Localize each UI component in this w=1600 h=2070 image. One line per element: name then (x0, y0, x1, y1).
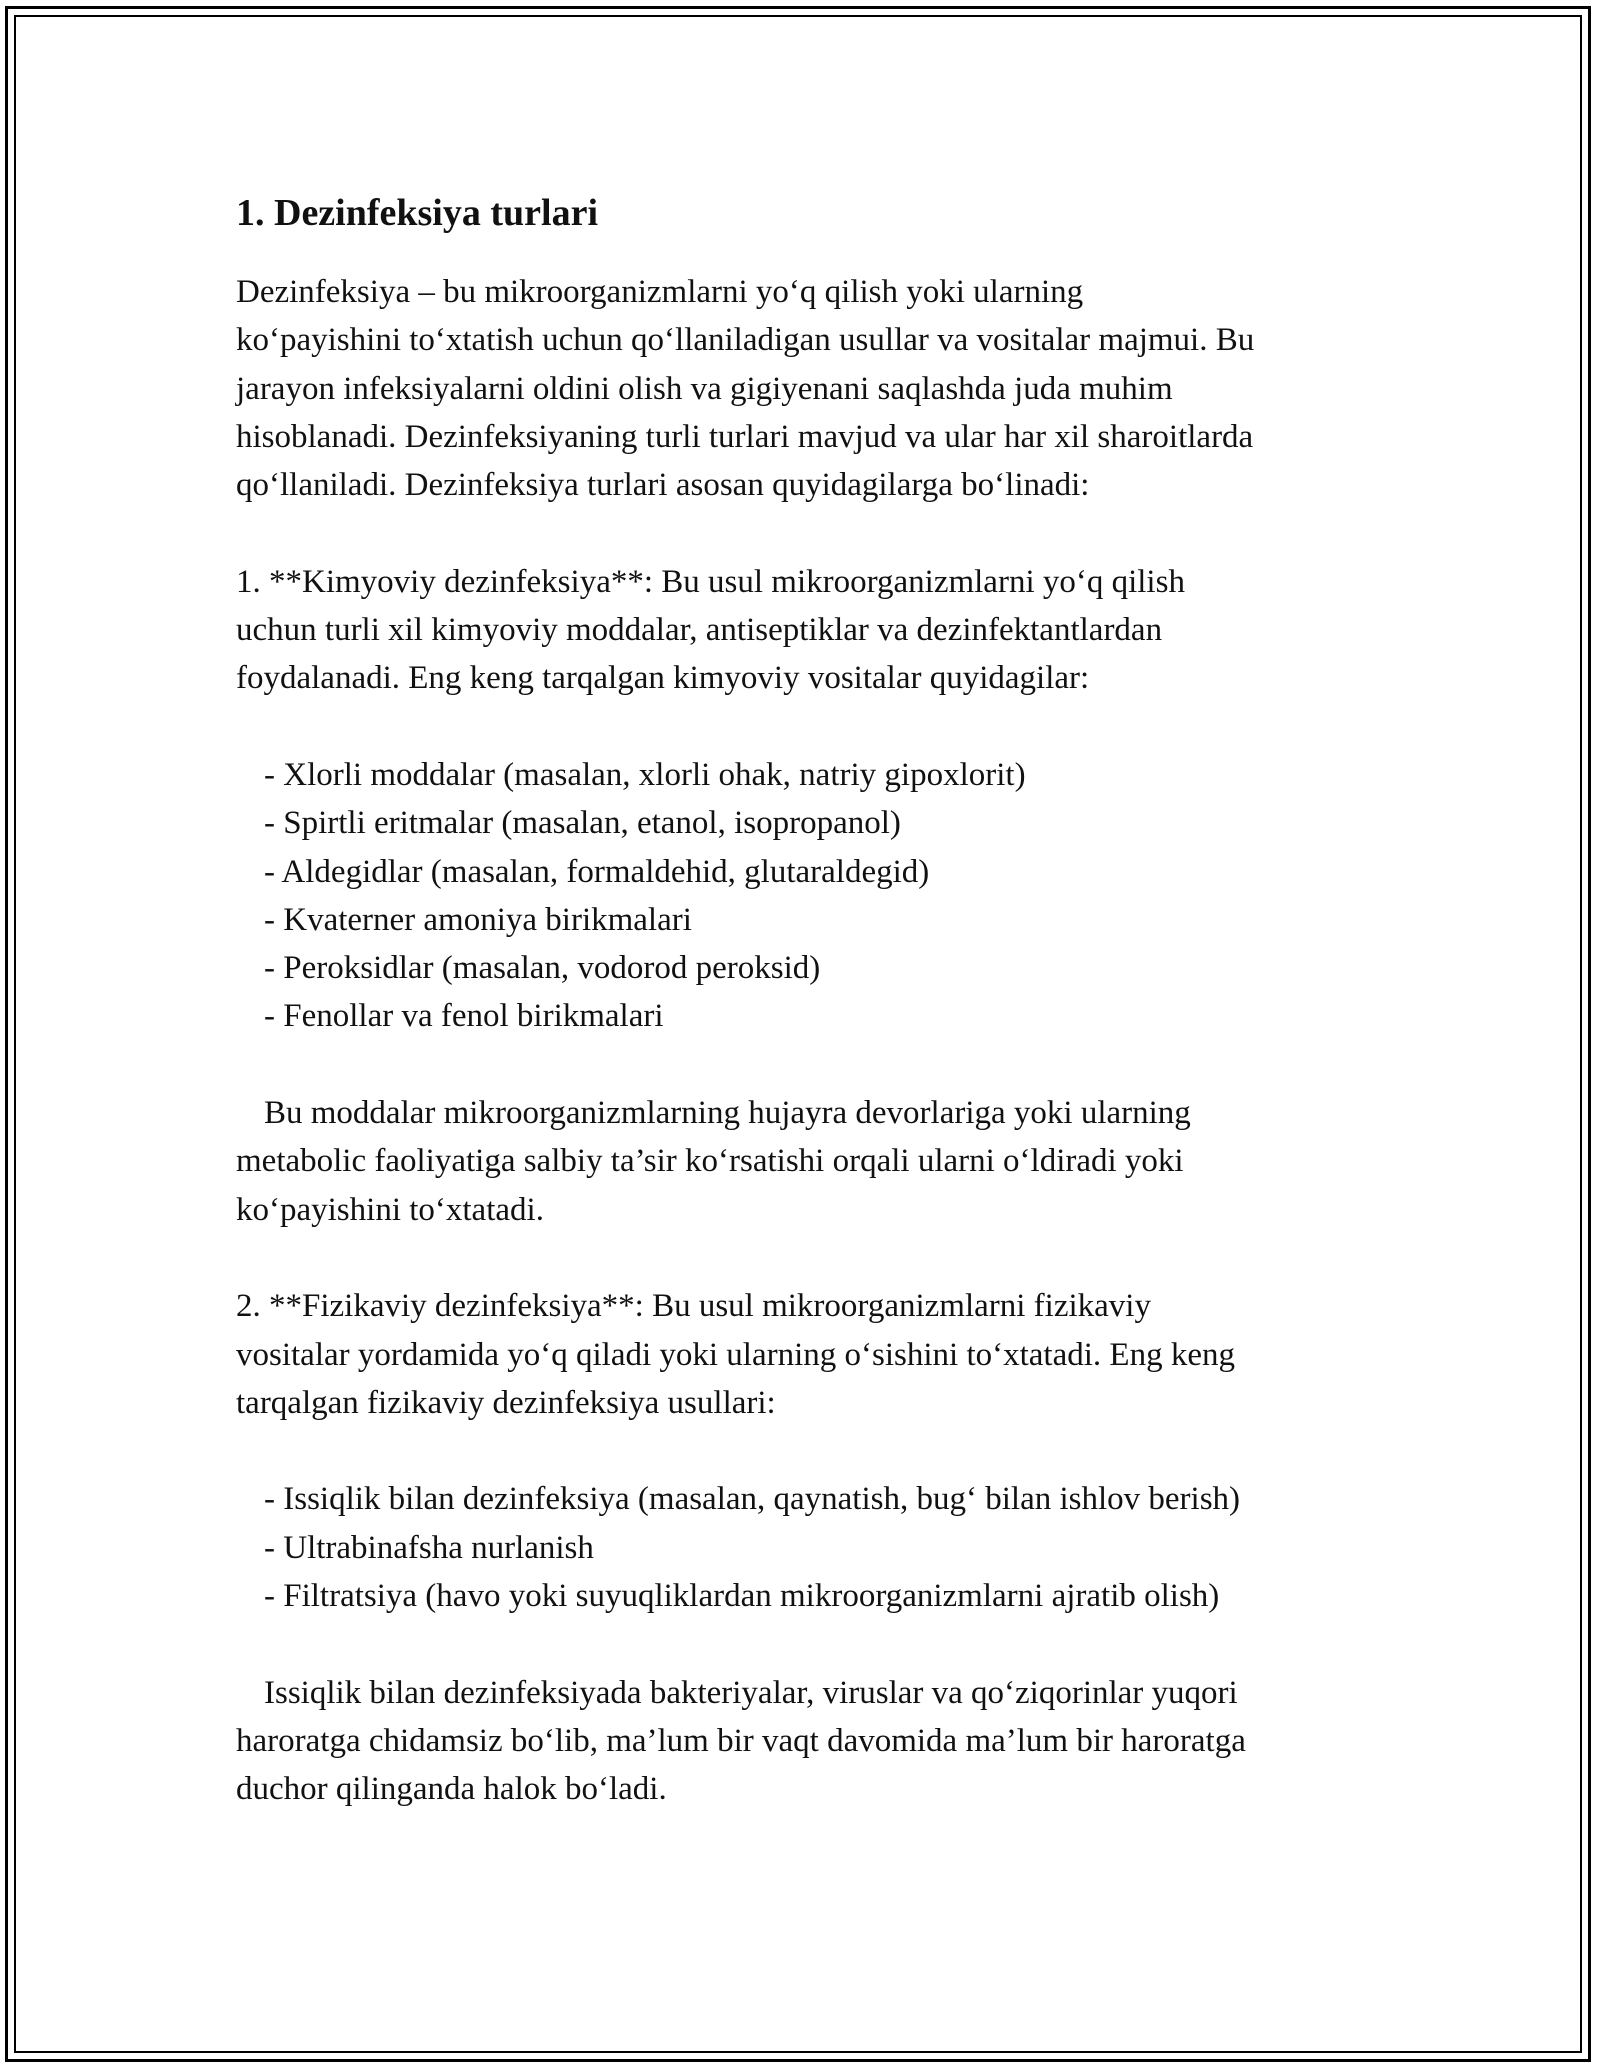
document-body (236, 186, 1386, 1814)
physical-disinfection-paragraph: 2. **Fizikaviy dezinfeksiya**: Bu usul mikroorganizmlarni fizikaviy vositalar yordamida yo‘q qiladi yoki ularning o‘sishini to‘xtatadi. Eng keng tarqalgan fizikaviy dezinfeksiya usullari: (236, 1288, 1235, 1421)
list-item: - Kvaterner amoniya birikmalari (264, 901, 692, 938)
spacer (236, 1234, 1386, 1282)
list-item: - Filtratsiya (havo yoki suyuqliklardan mikroorganizmlarni ajratib olish) (264, 1578, 1220, 1615)
list-item: - Spirtli eritmalar (masalan, etanol, isopropanol) (264, 805, 901, 842)
list-item: - Xlorli moddalar (masalan, xlorli ohak, natriy gipoxlorit) (264, 756, 1026, 793)
list-item: - Peroksidlar (masalan, vodorod peroksid) (264, 950, 821, 987)
physical-note-paragraph: Issiqlik bilan dezinfeksiyada bakteriyalar, viruslar va qo‘ziqorinlar yuqori haroratga chidamsiz bo‘lib, ma’lum bir vaqt davomida ma’lum bir haroratga duchor qilinganda halok bo‘ladi. (236, 1674, 1246, 1808)
spacer (236, 703, 1386, 751)
chemical-disinfection-paragraph: 1. **Kimyoviy dezinfeksiya**: Bu usul mikroorganizmlarni yo‘q qilish uchun turli xil kimyoviy moddalar, antiseptiklar va dezinfektantlardan foydalanadi. Eng keng tarqalgan kimyoviy vositalar quyidagilar: (236, 563, 1185, 697)
section-heading: 1. Dezinfeksiya turlari (236, 192, 599, 234)
intro-paragraph: Dezinfeksiya – bu mikroorganizmlarni yo‘q qilish yoki ularning ko‘payishini to‘xtatish uchun qo‘llaniladigan usullar va vositalar majmui. Bu jarayon infeksiyalarni oldini olish va gigiyenani saqlashda juda muhim hisoblanadi. Dezinfeksiyaning turli turlari mavjud va ular har xil sharoitlarda qo‘llaniladi. Dezinfeksiya turlari asosan quyidagilarga bo‘linadi: (236, 274, 1255, 504)
list-item: - Ultrabinafsha nurlanish (264, 1529, 594, 1566)
spacer (236, 1620, 1386, 1668)
spacer (236, 1041, 1386, 1089)
list-item: - Issiqlik bilan dezinfeksiya (masalan, qaynatish, bug‘ bilan ishlov berish) (264, 1481, 1241, 1518)
spacer (236, 1427, 1386, 1475)
chemical-note-paragraph: Bu moddalar mikroorganizmlarning hujayra devorlariga yoki ularning metabolic faoliyatiga salbiy ta’sir ko‘rsatishi orqali ularni o‘ldiradi yoki ko‘payishini to‘xtatadi. (236, 1095, 1191, 1228)
list-item: - Fenollar va fenol birikmalari (264, 998, 664, 1035)
chemical-agents-list (236, 751, 1386, 1041)
physical-methods-list (236, 1475, 1386, 1620)
spacer (236, 509, 1386, 557)
list-item: - Aldegidlar (masalan, formaldehid, glutaraldegid) (264, 853, 930, 890)
